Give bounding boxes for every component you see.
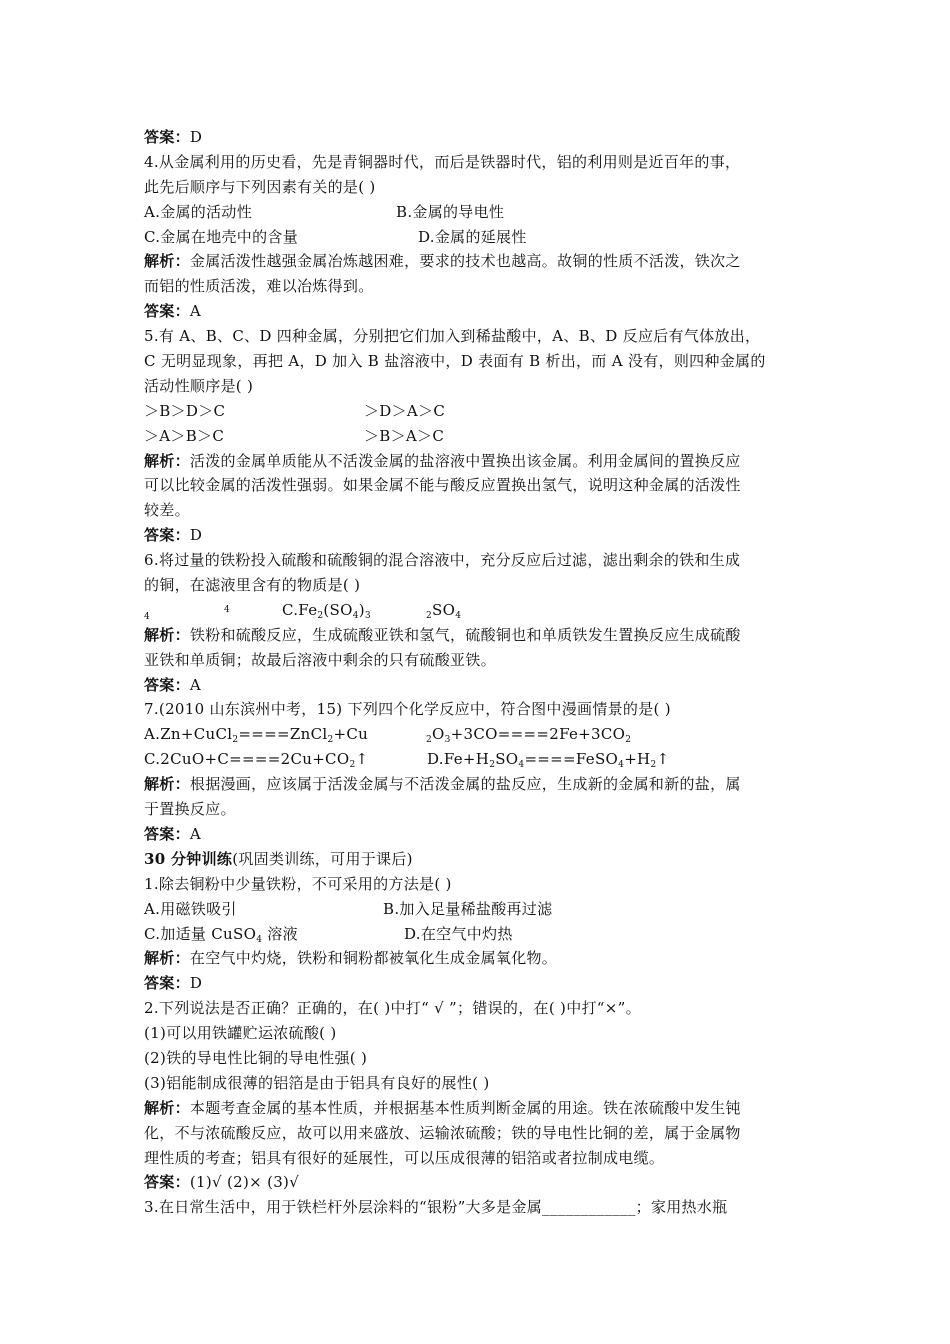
option-b: B.加入足量稀盐酸再过滤 — [383, 899, 553, 918]
answer-line — [144, 971, 808, 996]
options-row — [144, 225, 808, 250]
option-b: B.金属的导电性 — [396, 202, 505, 221]
question-text: 3.在日常生活中，用于铁栏杆外层涂料的“银粉”大多是金属____________；家用热水瓶 — [144, 1198, 728, 1217]
analysis-line — [144, 449, 808, 474]
question-text: 7.(2010 山东滨州中考，15) 下列四个化学反应中，符合图中漫画情景的是( ) — [144, 700, 671, 719]
answer-value: D — [189, 128, 203, 146]
answer-label: 答案： — [144, 526, 190, 545]
section-title: 30 分钟训练 — [144, 849, 233, 868]
question-item: (3)铝能制成很薄的铝箔是由于铝具有良好的展性( ) — [144, 1073, 490, 1092]
analysis-text: 可以比较金属的活泼性强弱。如果金属不能与酸反应置换出氢气，说明这种金属的活泼性 — [144, 476, 741, 495]
answer-value: D — [189, 526, 203, 545]
analysis-text: 本题考查金属的基本性质，并根据基本性质判断金属的用途。铁在浓硫酸中发生钝 — [189, 1098, 741, 1117]
question-text: 4.从金属利用的历史看，先是青铜器时代，而后是铁器时代，铝的利用则是近百年的事， — [144, 152, 741, 171]
option-d: $D.Fe+H_2SO_4====FeSO_4+H_2↑$ — [427, 750, 670, 771]
answer-value: A — [189, 302, 202, 321]
answer-label: 答案： — [144, 675, 190, 694]
question-text: C 无明显现象，再把 A，D 加入 B 盐溶液中，D 表面有 B 析出，而 A 没有，则四种金属的 — [144, 352, 766, 371]
analysis-line — [144, 1096, 808, 1121]
options-row — [144, 747, 808, 772]
options-row — [144, 722, 808, 747]
section-subtitle: (巩固类训练，可用于课后) — [232, 849, 413, 868]
analysis-line — [144, 772, 808, 797]
analysis-label: 解析： — [144, 625, 190, 644]
options-row — [144, 922, 808, 947]
section-heading — [144, 847, 808, 872]
option-a-fragment: 4 — [144, 611, 151, 622]
analysis-label: 解析： — [144, 1098, 190, 1117]
options-row — [144, 897, 808, 922]
option-c: $C.2CuO+C====2Cu+CO_2↑$ — [144, 750, 369, 771]
option-a: A.用磁铁吸引 — [144, 899, 237, 918]
option-d: $_2SO_4$ — [426, 600, 462, 621]
options-row — [144, 399, 808, 424]
answer-line — [144, 299, 808, 324]
answer-line — [144, 1170, 808, 1195]
answer-value: A — [189, 824, 202, 843]
options-row — [144, 598, 808, 623]
question-text: 5.有 A、B、C、D 四种金属，分别把它们加入到稀盐酸中，A、B、D 反应后有气体放出， — [144, 327, 761, 346]
question-text: 此先后顺序与下列因素有关的是( ) — [144, 177, 376, 196]
answer-label: 答案： — [144, 302, 190, 321]
option-a: A.金属的活动性 — [144, 202, 253, 221]
option-c: ＞A＞B＞C — [144, 426, 225, 445]
option-c: C.金属在地壳中的含量 — [144, 227, 299, 246]
analysis-label: 解析： — [144, 949, 190, 968]
answer-line — [144, 673, 808, 698]
options-row — [144, 424, 808, 449]
answer-value: A — [189, 675, 202, 694]
option-c: $C.Fe_2(SO_4)_3$ — [282, 600, 371, 621]
answer-label: 答案： — [144, 128, 190, 146]
answer-label: 答案： — [144, 824, 190, 843]
analysis-text: 较差。 — [144, 501, 190, 520]
analysis-label: 解析： — [144, 775, 190, 794]
option-b: ＞D＞A＞C — [364, 401, 446, 420]
analysis-line — [144, 249, 808, 274]
options-row — [144, 200, 808, 225]
question-text: 活动性顺序是( ) — [144, 376, 254, 395]
analysis-text: 而铝的性质活泼，难以冶炼得到。 — [144, 277, 374, 296]
document-body — [144, 125, 808, 1220]
analysis-text: 金属活泼性越强金属冶炼越困难，要求的技术也越高。故铜的性质不活泼，铁次之 — [189, 252, 741, 271]
answer-label: 答案： — [144, 1173, 190, 1192]
answer-value: (1)√ (2)× (3)√ — [189, 1173, 300, 1192]
analysis-text: 在空气中灼烧，铁粉和铜粉都被氧化生成金属氧化物。 — [189, 949, 558, 968]
question-text: 2.下列说法是否正确？正确的，在( )中打“ √ ”；错误的，在( )中打“×”。 — [144, 999, 641, 1018]
option-b: $_2O_3+3CO====2Fe+3CO_2$ — [426, 725, 632, 746]
answer-value: D — [189, 974, 203, 993]
analysis-text: 活泼的金属单质能从不活泼金属的盐溶液中置换出该金属。利用金属间的置换反应 — [189, 451, 741, 470]
answer-line — [144, 125, 808, 150]
analysis-text: 铁粉和硫酸反应，生成硫酸亚铁和氢气，硫酸铜也和单质铁发生置换反应生成硫酸 — [189, 625, 741, 644]
option-a: A.Zn+CuCl$_2$====ZnCl$_2$+Cu — [144, 725, 369, 746]
analysis-label: 解析： — [144, 451, 190, 470]
analysis-line — [144, 623, 808, 648]
analysis-text: 于置换反应。 — [144, 800, 236, 819]
option-a: ＞B＞D＞C — [144, 401, 226, 420]
question-text: 6.将过量的铁粉投入硫酸和硫酸铜的混合溶液中，充分反应后过滤，滤出剩余的铁和生成 — [144, 551, 741, 570]
analysis-text: 理性质的考查；铝具有很好的延展性，可以压成很薄的铝箔或者拉制成电缆。 — [144, 1148, 665, 1167]
option-d: ＞B＞A＞C — [364, 426, 445, 445]
answer-label: 答案： — [144, 974, 190, 993]
analysis-text: 化，不与浓硫酸反应，故可以用来盛放、运输浓硫酸；铁的导电性比铜的差，属于金属物 — [144, 1123, 741, 1142]
analysis-line — [144, 946, 808, 971]
option-d: D.在空气中灼热 — [404, 924, 513, 943]
option-d: D.金属的延展性 — [418, 227, 527, 246]
question-text: 的铜，在滤液里含有的物质是( ) — [144, 576, 361, 595]
question-item: (2)铁的导电性比铜的导电性强( ) — [144, 1048, 368, 1067]
answer-line — [144, 523, 808, 548]
option-c: C.加适量 CuSO$_4$ 溶液 — [144, 924, 298, 945]
analysis-label: 解析： — [144, 252, 190, 271]
answer-line — [144, 822, 808, 847]
question-item: (1)可以用铁罐贮运浓硫酸( ) — [144, 1024, 337, 1043]
option-b-fragment: 4 — [224, 604, 231, 615]
analysis-text: 根据漫画，应该属于活泼金属与不活泼金属的盐反应，生成新的金属和新的盐，属 — [189, 775, 741, 794]
question-text: 1.除去铜粉中少量铁粉，不可采用的方法是( ) — [144, 874, 452, 893]
analysis-text: 亚铁和单质铜；故最后溶液中剩余的只有硫酸亚铁。 — [144, 650, 496, 669]
